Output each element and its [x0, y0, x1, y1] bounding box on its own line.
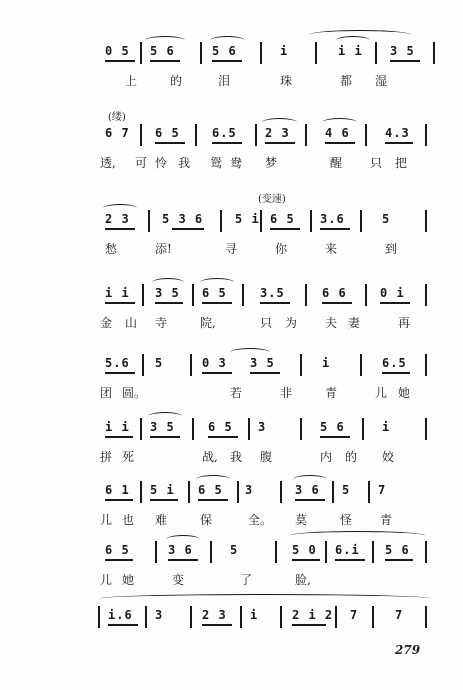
note-group: 5 6: [212, 44, 237, 58]
note-group: 6 1: [105, 483, 130, 497]
page-number: 279: [395, 643, 421, 657]
note-group: i i: [105, 286, 130, 300]
note-group: 3 5: [250, 356, 275, 370]
lyric-char: 非: [280, 386, 293, 400]
lyric-char: 腹: [260, 450, 273, 464]
lyric-char: 青: [380, 513, 393, 527]
lyric-char: 圆。: [122, 386, 147, 400]
lyric-char: 为: [285, 316, 298, 330]
lyric-char: 战,: [202, 450, 218, 464]
note-group: 2 3: [105, 212, 130, 226]
lyric-char: 拼: [100, 450, 113, 464]
lyric-char: 变: [172, 573, 185, 587]
note-group: 0 i: [380, 286, 405, 300]
lyric-char: 儿: [100, 573, 113, 587]
note-group: 2 i 2: [292, 608, 334, 622]
lyric-char: 保: [200, 513, 213, 527]
note-group: 6 5: [270, 212, 295, 226]
note-group: 4.3: [385, 126, 410, 140]
note-group: 5 i: [150, 483, 175, 497]
lyric-char: 都: [340, 74, 353, 88]
note-group: 3 6: [168, 543, 193, 557]
lyric-char: 若: [230, 386, 243, 400]
note-group: 3 5: [155, 286, 180, 300]
lyric-char: 她: [122, 573, 135, 587]
lyric-char: 金: [100, 316, 113, 330]
note-group: 7: [350, 608, 359, 622]
lyric-char: 怪: [340, 513, 353, 527]
note-group: 0 3: [202, 356, 227, 370]
note-group: 6.5: [382, 356, 407, 370]
lyric-char: 内: [320, 450, 333, 464]
lyric-char: 你: [275, 242, 288, 256]
lyric-char: 寺: [155, 316, 168, 330]
note-group: i.6: [108, 608, 133, 622]
lyric-char: 全。: [248, 513, 273, 527]
lyric-char: 湿: [375, 74, 388, 88]
note-group: 5: [342, 483, 351, 497]
note-group: 3: [155, 608, 164, 622]
lyric-char: 莫: [295, 513, 308, 527]
tempo-change-mark: (变速): [258, 194, 286, 205]
lyric-char: 青: [325, 386, 338, 400]
note-group: i: [382, 420, 391, 434]
lyric-char: 院,: [200, 316, 216, 330]
note-group: 5 0: [292, 543, 317, 557]
note-group: 2 3: [265, 126, 290, 140]
note-group: 5 6: [150, 44, 175, 58]
note-group: 5 6: [320, 420, 345, 434]
lyric-char: 鸳: [210, 156, 223, 170]
note-group: 6 5: [202, 286, 227, 300]
lyric-char: 的: [345, 450, 358, 464]
lyric-char: 寻: [225, 242, 238, 256]
note-group: 3.5: [260, 286, 285, 300]
lyric-char: 珠: [280, 74, 293, 88]
note-group: 4 6: [325, 126, 350, 140]
note-group: 6 5: [208, 420, 233, 434]
note-group: 7: [395, 608, 404, 622]
note-group: i: [280, 44, 289, 58]
note-group: 5: [155, 356, 164, 370]
lyric-char: 透,: [100, 156, 116, 170]
note-group: 6 5: [105, 543, 130, 557]
lyric-char: 愁: [105, 242, 118, 256]
note-group: 6.5: [212, 126, 237, 140]
note-group: 3 6: [295, 483, 320, 497]
lyric-char: 姣: [382, 450, 395, 464]
lyric-char: 梦: [265, 156, 278, 170]
note-group: 0 5: [105, 44, 130, 58]
lyric-char: 把: [395, 156, 408, 170]
lyric-char: 也: [122, 513, 135, 527]
lyric-char: 添!: [155, 242, 172, 256]
lyric-char: 难: [155, 513, 168, 527]
lyric-char: 团: [100, 386, 113, 400]
note-group: 5 i: [235, 212, 260, 226]
note-group: 5.6: [105, 356, 130, 370]
note-group: i: [322, 356, 331, 370]
note-group: 3 5: [150, 420, 175, 434]
lyric-char: 到: [385, 242, 398, 256]
lyric-char: 她: [398, 386, 411, 400]
lyric-char: 脸,: [295, 573, 311, 587]
lyric-char: 只: [260, 316, 273, 330]
note-group: 3.6: [320, 212, 345, 226]
lyric-char: 泪: [218, 74, 231, 88]
note-group: 3: [245, 483, 254, 497]
note-group: 6.i: [335, 543, 360, 557]
note-group: 6 5: [155, 126, 180, 140]
note-group: i i: [105, 420, 130, 434]
lyric-char: 醒: [330, 156, 343, 170]
lyric-char: 怜: [155, 156, 168, 170]
lyric-char: 夫: [325, 316, 338, 330]
lyric-char: 来: [325, 242, 338, 256]
note-group: 6 6: [322, 286, 347, 300]
lyric-char: 死: [122, 450, 135, 464]
lyric-char: 我: [230, 450, 243, 464]
lyric-char: 只: [370, 156, 383, 170]
lyric-char: 了: [240, 573, 253, 587]
note-group: 3: [258, 420, 267, 434]
note-group: 2 3: [202, 608, 227, 622]
note-group: i i: [338, 44, 363, 58]
performance-mark: (缕): [108, 112, 126, 123]
note-group: 6 5: [198, 483, 223, 497]
lyric-char: 上: [125, 74, 138, 88]
note-group: 5: [230, 543, 239, 557]
note-group: 3 5: [390, 44, 415, 58]
lyric-char: 再: [398, 316, 411, 330]
lyric-char: 儿: [375, 386, 388, 400]
lyric-char: 我: [178, 156, 191, 170]
lyric-char: 妻: [348, 316, 361, 330]
note-group: 5: [382, 212, 391, 226]
note-group: i: [250, 608, 259, 622]
lyric-char: 鸯: [230, 156, 243, 170]
note-group: 6 7: [105, 126, 130, 140]
lyric-char: 山: [125, 316, 138, 330]
note-group: 7: [378, 483, 387, 497]
lyric-char: 儿: [100, 513, 113, 527]
lyric-char: 的: [170, 74, 183, 88]
note-group: 5 3 6: [162, 212, 204, 226]
lyric-char: 可: [135, 156, 148, 170]
note-group: 5 6: [385, 543, 410, 557]
